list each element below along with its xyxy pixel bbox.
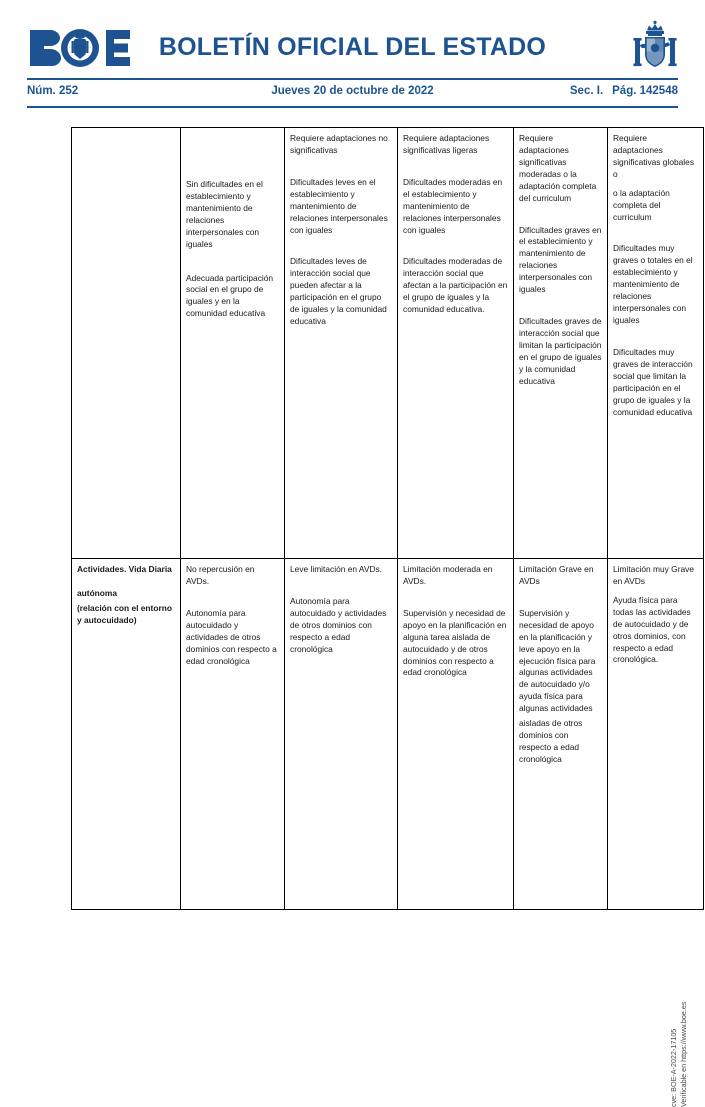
cell-paragraph: Actividades. Vida Diaria xyxy=(77,564,172,574)
cell-paragraph: Supervisión y necesidad de apoyo en la planificación y leve apoyo en la ejecución física para algunas actividades de autocuidado y/o ayuda física para algunas actividades xyxy=(519,607,596,714)
cell-paragraph: Dificultades leves de interacción social que pueden afectar a la participación en el grupo de iguales y la comunidad educativa xyxy=(290,256,387,327)
cell-paragraph: Requiere adaptaciones significativas globales o xyxy=(613,133,695,179)
cve-code: cve: BOE-A-2022-17105 xyxy=(669,1028,678,1107)
table-cell-r2c6 xyxy=(608,559,704,910)
table-cell-r2c3 xyxy=(285,559,398,910)
cell-paragraph: Adecuada participación social en el grupo de iguales y en la comunidad educativa xyxy=(186,272,274,319)
criteria-table xyxy=(71,127,704,910)
page-masthead xyxy=(0,0,705,78)
cell-paragraph: Requiere adaptaciones significativas ligeras xyxy=(403,133,490,155)
issue-number: Núm. 252 xyxy=(27,85,79,97)
verification-url: Verificable en https://www.boe.es xyxy=(679,1001,689,1107)
cell-paragraph: Requiere adaptaciones no significativas xyxy=(290,133,388,155)
section-and-page xyxy=(570,85,678,97)
cell-paragraph: Limitación Grave en AVDs xyxy=(519,564,594,586)
cell-paragraph: Dificultades muy graves de interacción social que limitan la participación en el grupo de iguales y la comunidad educativa xyxy=(613,346,693,417)
cell-paragraph: Dificultades leves en el establecimiento y mantenimiento de relaciones interpersonales con iguales xyxy=(290,176,388,235)
cell-paragraph: Dificultades graves de interacción social que limitan la participación en el grupo de iguales y la comunidad educativa xyxy=(519,316,602,386)
page-title: BOLETÍN OFICIAL DEL ESTADO xyxy=(158,33,547,61)
cell-paragraph: autónoma xyxy=(77,587,118,598)
verification-side-note xyxy=(669,957,697,1107)
issue-date: Jueves 20 de octubre de 2022 xyxy=(271,85,434,97)
table-cell-r2c2 xyxy=(181,559,285,910)
cell-paragraph: Dificultades muy graves o totales en el establecimiento y mantenimiento de relaciones interpersonales con iguales xyxy=(613,243,693,325)
table-cell-r1c5 xyxy=(514,128,608,559)
cell-paragraph: (relación con el entorno y autocuidado) xyxy=(77,602,172,625)
cell-paragraph: Sin dificultades en el establecimiento y mantenimiento de relaciones interpersonales con iguales xyxy=(186,179,263,249)
section-label: Sec. I. xyxy=(569,85,604,97)
spanish-coat-of-arms-icon xyxy=(629,20,681,76)
table-cell-r1c6 xyxy=(608,128,704,559)
document-info-bar xyxy=(27,78,678,108)
cell-paragraph: Dificultades graves en el establecimiento y mantenimiento de relaciones interpersonales con iguales xyxy=(519,224,602,295)
table-cell-r1c4 xyxy=(398,128,514,559)
page-label: Pág. 142548 xyxy=(612,85,678,97)
cell-paragraph: Ayuda física para todas las actividades de autocuidado y de otros dominios, con respecto a edad cronológica. xyxy=(613,594,691,665)
table-cell-r1c3 xyxy=(285,128,398,559)
table-cell-r2c4 xyxy=(398,559,514,910)
cell-paragraph: Limitación moderada en AVDs. xyxy=(403,564,493,586)
cell-paragraph: Autonomía para autocuidado y actividades de otros dominios con respecto a edad cronológica xyxy=(186,607,277,666)
cell-paragraph: Dificultades moderadas en el establecimiento y mantenimiento de relaciones interpersonales con iguales xyxy=(403,176,503,235)
cell-paragraph: o la adaptación completa del curriculum xyxy=(613,187,670,222)
table-cell-r2c1 xyxy=(72,559,181,910)
table-cell-r2c5 xyxy=(514,559,608,910)
cell-paragraph: Autonomía para autocuidado y actividades de otros dominios con respecto a edad cronológica xyxy=(290,595,387,654)
table-row xyxy=(72,559,704,910)
cell-paragraph: Requiere adaptaciones significativas moderadas o la adaptación completa del curriculum xyxy=(519,133,597,203)
cell-paragraph: Limitación muy Grave en AVDs xyxy=(613,564,694,586)
table-row xyxy=(72,128,704,559)
cell-paragraph: Dificultades moderadas de interacción social que afectan a la participación en el grupo de iguales y la comunidad educativa. xyxy=(403,256,508,315)
cell-paragraph: aisladas de otros dominios con respecto a edad cronológica xyxy=(519,718,583,764)
cell-paragraph: No repercusión en AVDs. xyxy=(186,564,255,586)
cell-paragraph: Leve limitación en AVDs. xyxy=(290,564,383,574)
table-cell-r1c1 xyxy=(72,128,181,559)
cell-paragraph: Supervisión y necesidad de apoyo en la planificación en alguna tarea aislada de autocuidado y de otros dominios con respecto a edad cronológica xyxy=(403,607,507,678)
table-cell-r1c2 xyxy=(181,128,285,559)
